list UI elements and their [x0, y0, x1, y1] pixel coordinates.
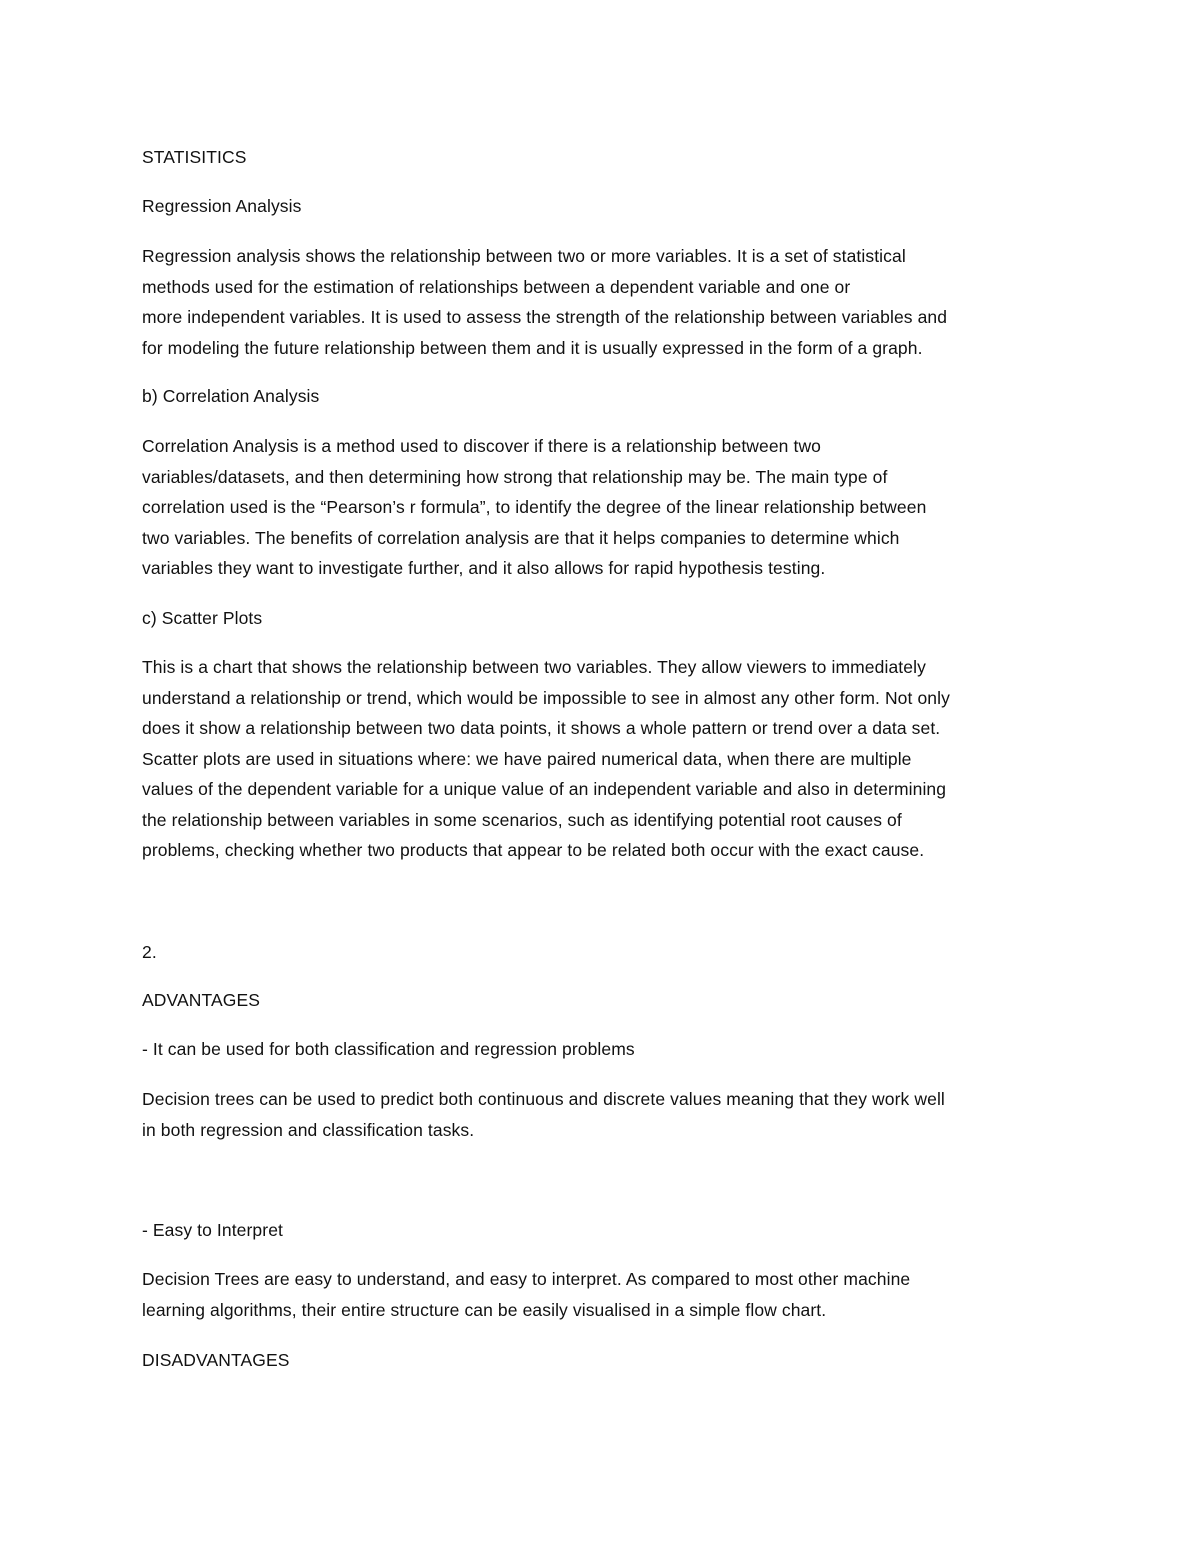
- correlation-heading: b) Correlation Analysis: [142, 386, 320, 406]
- correlation-line: variables/datasets, and then determining how strong that relationship may be. The main type of: [142, 466, 888, 487]
- correlation-line: Correlation Analysis is a method used to discover if there is a relationship between two: [142, 436, 822, 456]
- advantage-2-line: learning algorithms, their entire structure can be easily visualised in a simple flow chart.: [142, 1299, 827, 1320]
- regression-heading: Regression Analysis: [142, 196, 302, 216]
- scatter-line: This is a chart that shows the relationship between two variables. They allow viewers to immediately: [142, 657, 926, 677]
- disadvantages-heading: DISADVANTAGES: [142, 1350, 290, 1370]
- regression-line: methods used for the estimation of relationships between a dependent variable and one or: [142, 276, 851, 297]
- document-title: STATISITICS: [142, 147, 247, 167]
- regression-line: Regression analysis shows the relationship between two or more variables. It is a set of statistical: [142, 246, 906, 266]
- advantage-2-paragraph: [142, 1264, 1057, 1325]
- scatter-line: the relationship between variables in some scenarios, such as identifying potential root causes of: [142, 809, 902, 830]
- regression-paragraph: [142, 241, 1057, 363]
- advantage-2-title: - Easy to Interpret: [142, 1220, 283, 1240]
- section-number: 2.: [142, 942, 157, 962]
- scatter-line: Scatter plots are used in situations where: we have paired numerical data, when there are multiple: [142, 748, 912, 769]
- advantage-1-paragraph: [142, 1084, 1057, 1145]
- correlation-paragraph: [142, 431, 1057, 584]
- advantage-1-line: Decision trees can be used to predict both continuous and discrete values meaning that they work well: [142, 1089, 945, 1109]
- scatter-line: problems, checking whether two products that appear to be related both occur with the exact cause.: [142, 840, 925, 860]
- advantage-1-line: in both regression and classification tasks.: [142, 1119, 475, 1140]
- scatter-paragraph: [142, 652, 1057, 866]
- advantages-heading: ADVANTAGES: [142, 990, 261, 1010]
- regression-line: more independent variables. It is used to assess the strength of the relationship between variables and: [142, 307, 948, 327]
- correlation-line: correlation used is the “Pearson’s r formula”, to identify the degree of the linear relationship between: [142, 497, 927, 517]
- correlation-line: variables they want to investigate further, and it also allows for rapid hypothesis testing.: [142, 558, 826, 578]
- advantage-2-line: Decision Trees are easy to understand, and easy to interpret. As compared to most other machine: [142, 1269, 911, 1289]
- scatter-line: values of the dependent variable for a unique value of an independent variable and also in determining: [142, 779, 947, 799]
- scatter-heading: c) Scatter Plots: [142, 608, 263, 628]
- scatter-line: does it show a relationship between two data points, it shows a whole pattern or trend over a data set.: [142, 718, 941, 738]
- advantage-1-title: - It can be used for both classification and regression problems: [142, 1039, 635, 1059]
- correlation-line: two variables. The benefits of correlation analysis are that it helps companies to determine which: [142, 527, 900, 548]
- regression-line: for modeling the future relationship between them and it is usually expressed in the form of a graph.: [142, 337, 923, 358]
- scatter-line: understand a relationship or trend, which would be impossible to see in almost any other form. Not only: [142, 687, 950, 708]
